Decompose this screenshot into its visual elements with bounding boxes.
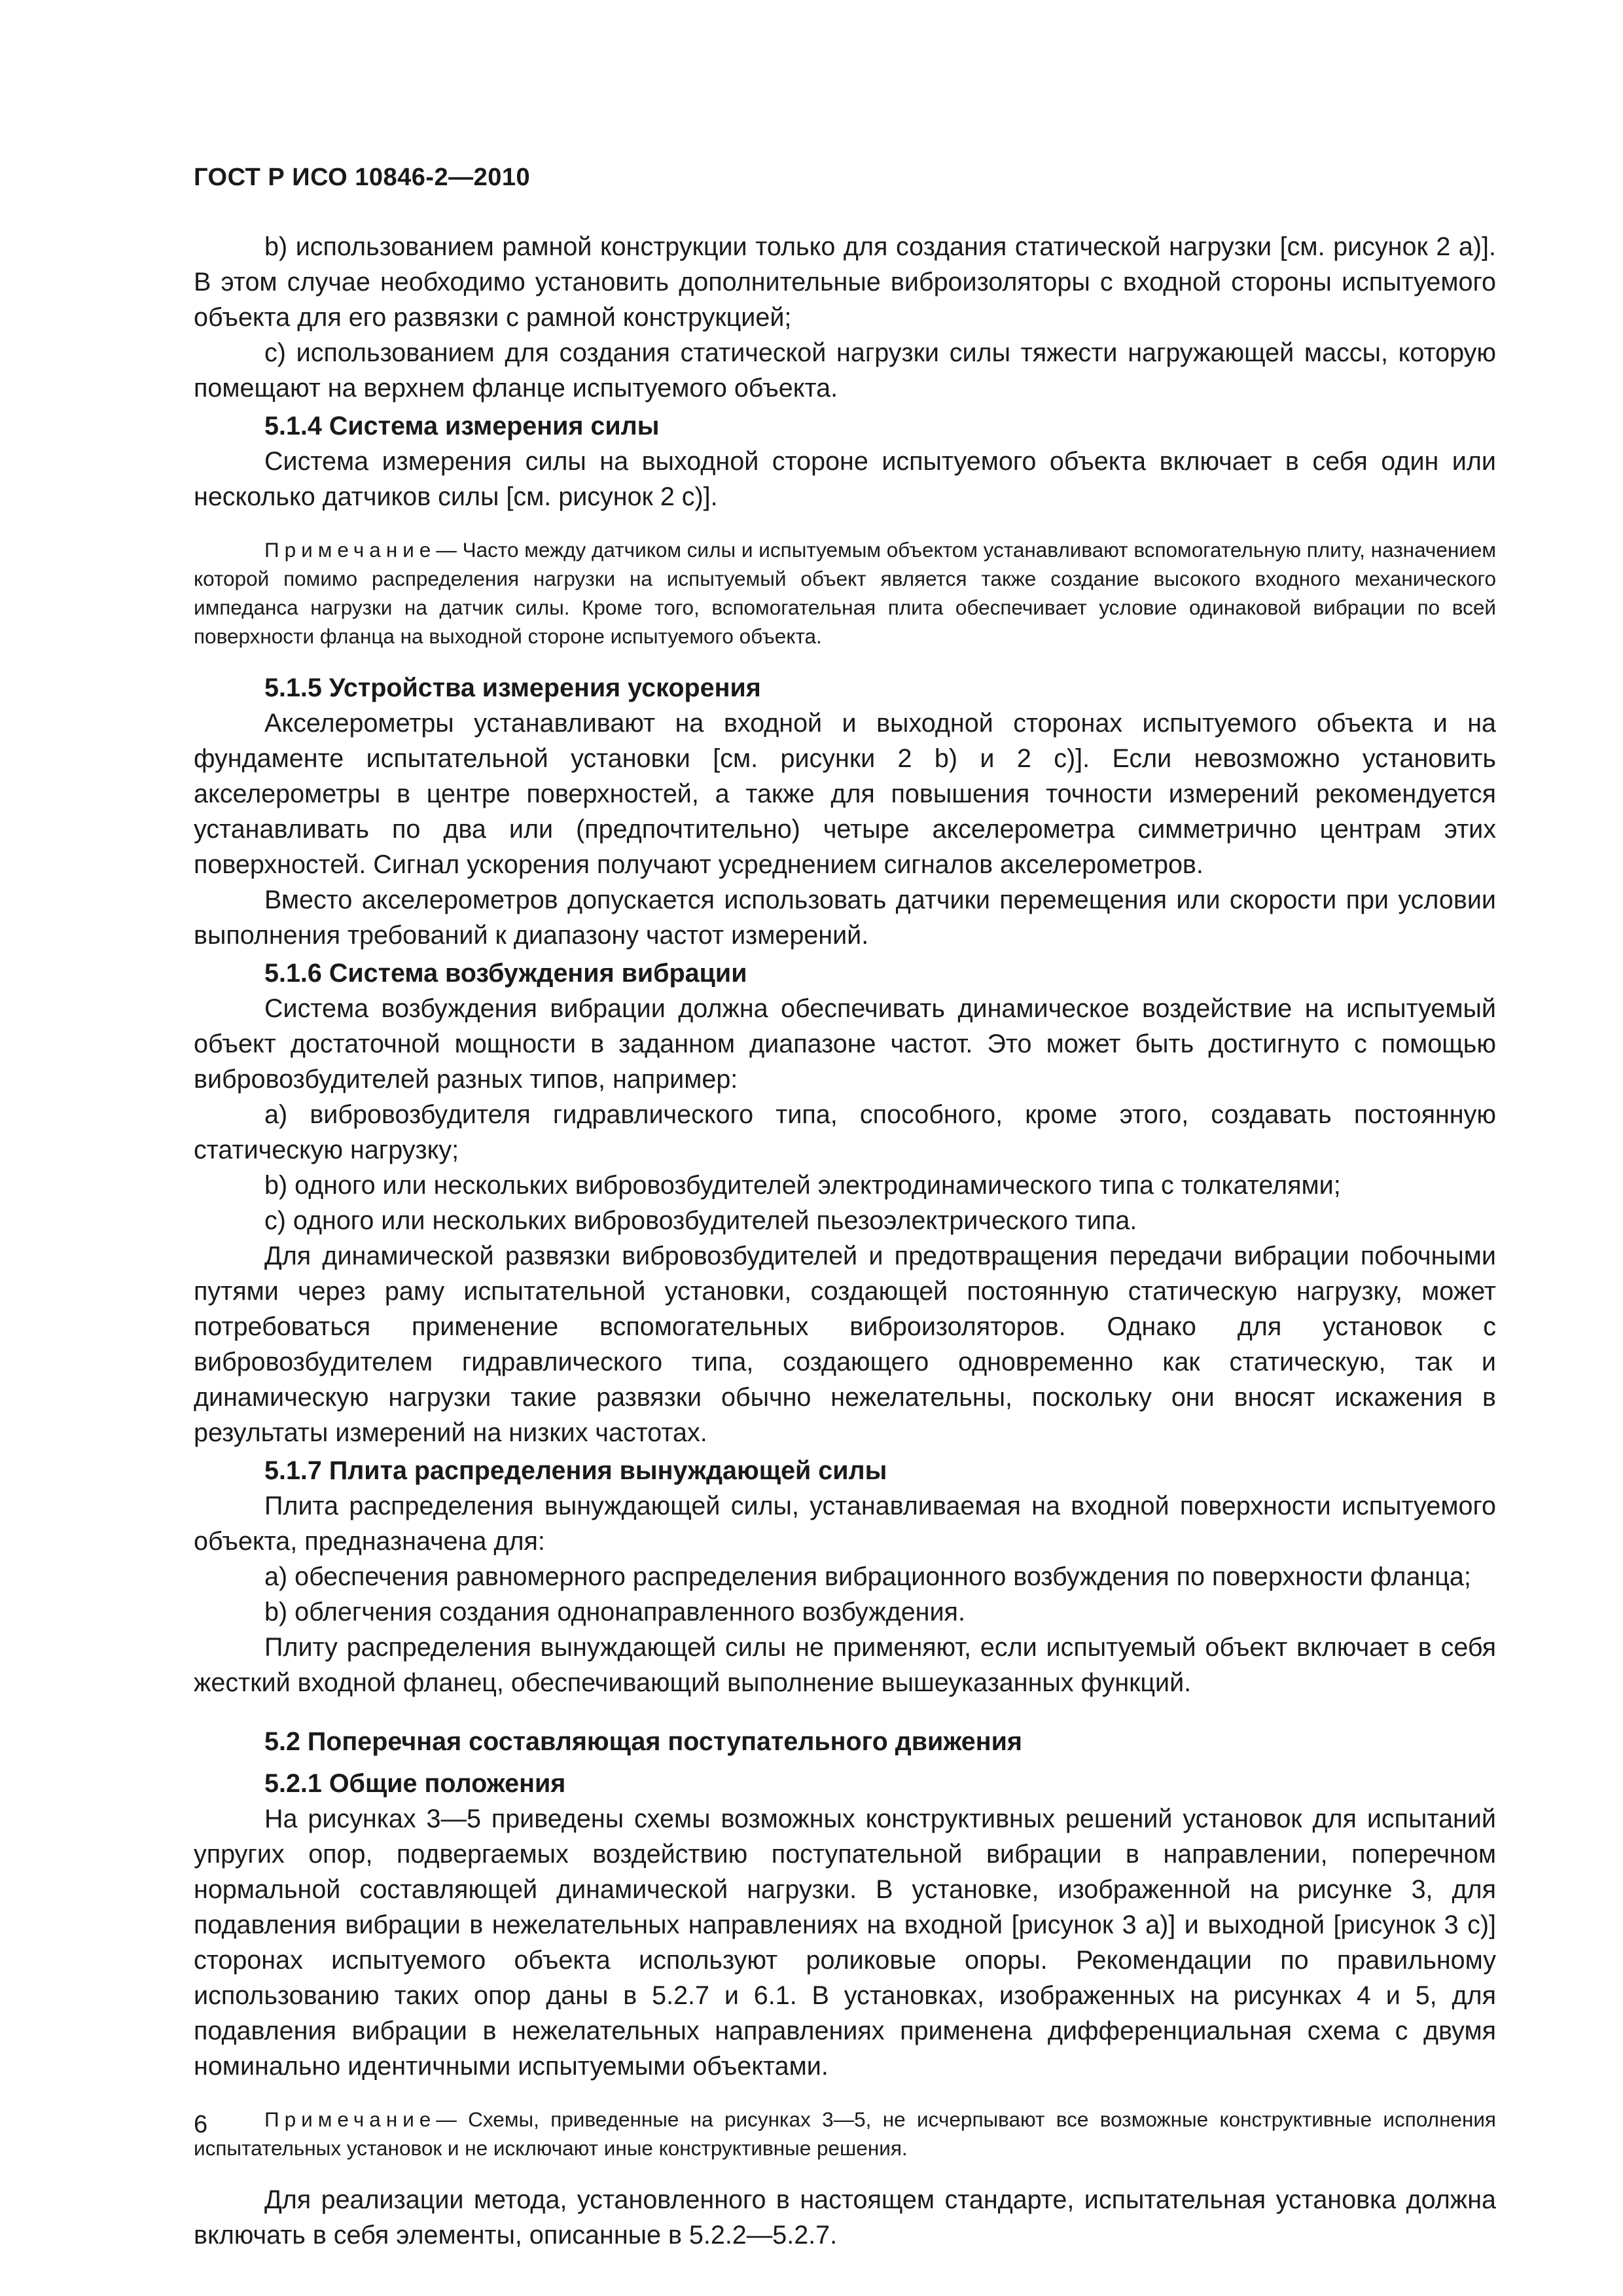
section-heading-5-1-7: 5.1.7 Плита распределения вынуждающей силы xyxy=(264,1456,887,1485)
section-heading-5-2: 5.2 Поперечная составляющая поступательного движения xyxy=(264,1727,1022,1756)
list-item: a) вибровозбудителя гидравлического типа, способного, кроме этого, создавать постоянную статическую нагрузку; xyxy=(194,1100,1496,1164)
note-label: Примечание xyxy=(264,538,437,562)
list-item: a) обеспечения равномерного распределения вибрационного возбуждения по поверхности фланца; xyxy=(264,1562,1471,1591)
note-text: — Схемы, приведенные на рисунках 3—5, не исчерпывают все возможные конструктивные исполнения испытательных установок и не исключают иные конструктивные решения. xyxy=(194,2108,1496,2160)
page-number: 6 xyxy=(194,2111,208,2138)
paragraph: Плита распределения вынуждающей силы, устанавливаемая на входной поверхности испытуемого объекта, предназначена для: xyxy=(194,1492,1496,1556)
list-item: b) одного или нескольких вибровозбудителей электродинамического типа с толкателями; xyxy=(264,1171,1341,1200)
paragraph: c) использованием для создания статической нагрузки силы тяжести нагружающей массы, которую помещают на верхнем фланце испытуемого объекта. xyxy=(194,338,1496,403)
paragraph: Система возбуждения вибрации должна обеспечивать динамическое воздействие на испытуемый объект достаточной мощности в заданном диапазоне частот. Это может быть достигнуто с помощью вибровозбудителей разных типов, например: xyxy=(194,994,1496,1094)
paragraph: b) использованием рамной конструкции только для создания статической нагрузки [см. рисунок 2 a)]. В этом случае необходимо установить дополнительные виброизоляторы с входной стороны испытуемого объекта для его развязки с рамной конструкцией; xyxy=(194,232,1496,332)
paragraph: Для реализации метода, установленного в настоящем стандарте, испытательная установка должна включать в себя элементы, описанные в 5.2.2—5.2.7. xyxy=(194,2185,1496,2250)
section-heading-5-1-6: 5.1.6 Система возбуждения вибрации xyxy=(264,959,747,988)
paragraph: Акселерометры устанавливают на входной и выходной сторонах испытуемого объекта и на фундаменте испытательной установки [см. рисунки 2 b) и 2 c)]. Если невозможно установить акселерометры в центре поверхностей, а также для повышения точности измерений рекомендуется устанавливать по два или (предпочтительно) четыре акселерометра симметрично центрам этих поверхностей. Сигнал ускорения получают усреднением сигналов акселерометров. xyxy=(194,709,1496,879)
paragraph: На рисунках 3—5 приведены схемы возможных конструктивных решений установок для испытаний упругих опор, подвергаемых воздействию поступательной вибрации в направлении, поперечном нормальной составляющей динамической нагрузки. В установке, изображенной на рисунке 3, для подавления вибрации в нежелательных направлениях на входной [рисунок 3 a)] и выходной [рисунок 3 c)] сторонах испытуемого объекта используют роликовые опоры. Рекомендации по правильному использованию таких опор даны в 5.2.7 и 6.1. В установках, изображенных на рисунках 4 и 5, для подавления вибрации в нежелательных направлениях применена дифференциальная схема с двумя номинально идентичными испытуемыми объектами. xyxy=(194,1804,1496,2081)
note-label: Примечание xyxy=(264,2108,437,2131)
note xyxy=(194,535,1496,651)
document-body xyxy=(194,229,1496,2253)
section-heading-5-1-5: 5.1.5 Устройства измерения ускорения xyxy=(264,673,761,702)
list-item: b) облегчения создания однонаправленного возбуждения. xyxy=(264,1598,965,1626)
paragraph: Система измерения силы на выходной стороне испытуемого объекта включает в себя один или несколько датчиков силы [см. рисунок 2 c)]. xyxy=(194,447,1496,511)
note-text: — Часто между датчиком силы и испытуемым объектом устанавливают вспомогательную плиту, назначением которой помимо распределения нагрузки на испытуемый объект является также создание высокого входного механического импеданса нагрузки на датчик силы. Кроме того, вспомогательная плита обеспечивает условие одинаковой вибрации по всей поверхности фланца на выходной стороне испытуемого объекта. xyxy=(194,538,1496,648)
paragraph: Для динамической развязки вибровозбудителей и предотвращения передачи вибрации побочными путями через раму испытательной установки, создающей постоянную статическую нагрузку, может потребоваться применение вспомогательных виброизоляторов. Однако для установок с вибровозбудителем гидравлического типа, создающего одновременно как статическую, так и динамическую нагрузки такие развязки обычно нежелательны, поскольку они вносят искажения в результаты измерений на низких частотах. xyxy=(194,1242,1496,1447)
document-header: ГОСТ Р ИСО 10846-2—2010 xyxy=(194,164,531,191)
list-item: c) одного или нескольких вибровозбудителей пьезоэлектрического типа. xyxy=(264,1206,1137,1235)
note xyxy=(194,2105,1496,2162)
paragraph: Плиту распределения вынуждающей силы не применяют, если испытуемый объект включает в себя жесткий входной фланец, обеспечивающий выполнение вышеуказанных функций. xyxy=(194,1633,1496,1697)
paragraph: Вместо акселерометров допускается использовать датчики перемещения или скорости при условии выполнения требований к диапазону частот измерений. xyxy=(194,886,1496,950)
section-heading-5-2-1: 5.2.1 Общие положения xyxy=(264,1769,566,1798)
section-heading-5-1-4: 5.1.4 Система измерения силы xyxy=(264,412,660,440)
